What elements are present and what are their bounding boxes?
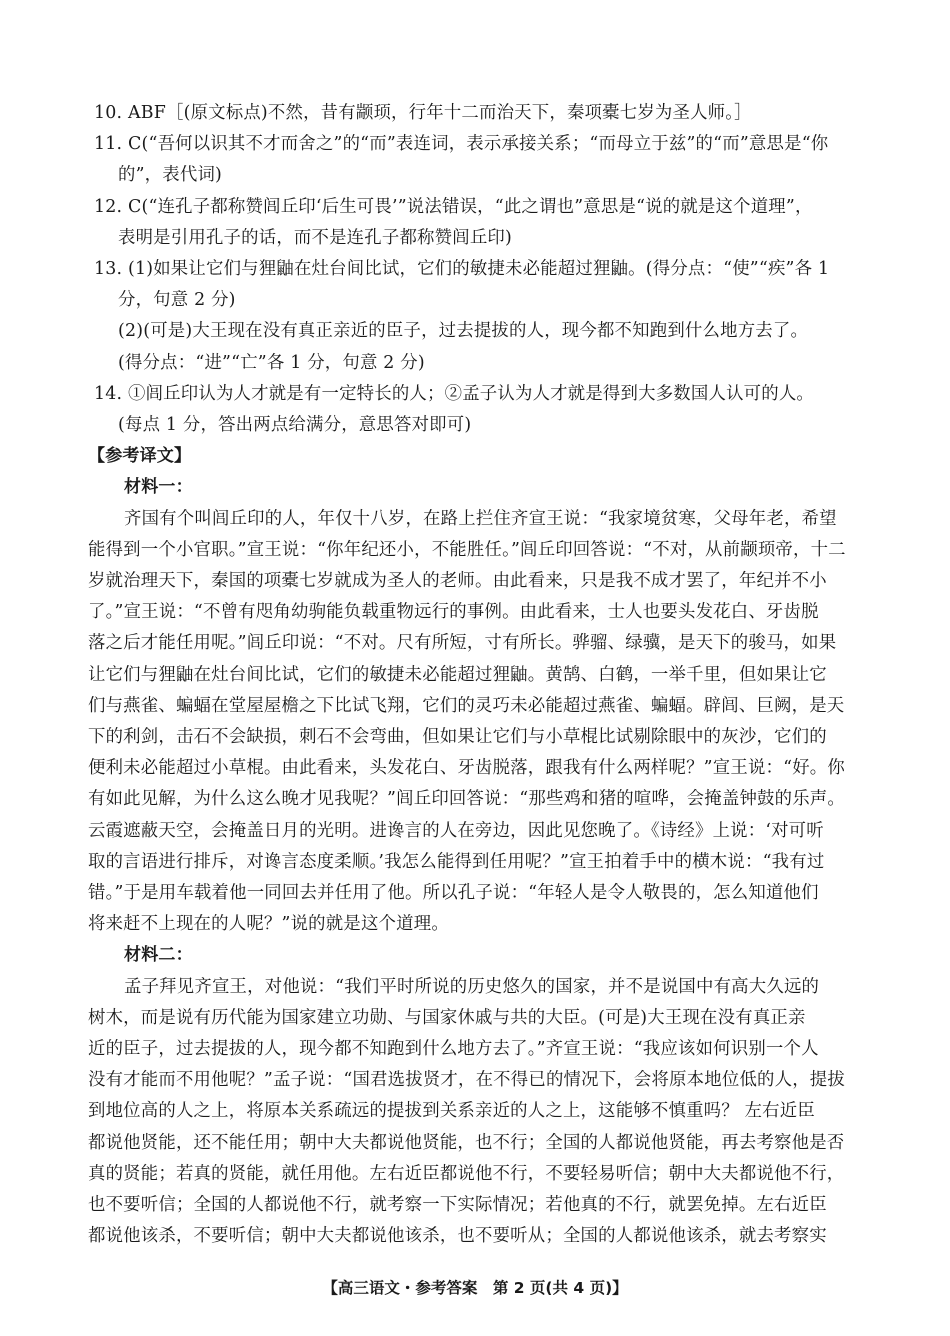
material2-line: 也不要听信；全国的人都说他不行，就考察一下实际情况；若他真的不行，就罢免掉。左右近臣 [88, 1195, 827, 1215]
material2-heading: 材料二： [124, 945, 193, 966]
page-footer: 【高三语文・参考答案 第 2 页(共 4 页)】 [322, 1279, 628, 1297]
answer-11-line: 的”，表代词) [118, 165, 223, 186]
answer-11-line: 11. C(“吾何以识其不才而舍之”的“而”表连词，表示承接关系；“而母立于兹”的“而”意思是“你 [94, 134, 829, 155]
material1-line: 云霞遮蔽天空，会掩盖日月的光明。进谗言的人在旁边，因此见您晚了。《诗经》上说：‘对可听 [88, 820, 824, 841]
material1-line: 能得到一个小官职。”宣王说：“你年纪还小，不能胜任。”闾丘印回答说：“不对，从前颛顼帝，十二 [88, 539, 846, 560]
translation-heading: 【参考译文】 [88, 446, 192, 467]
material2-line: 树木，而是说有历代能为国家建立功勋、与国家休戚与共的大臣。(可是)大王现在没有真正亲 [88, 1007, 806, 1028]
material1-line: 了。”宣王说：“不曾有咫角幼驹能负载重物远行的事例。由此看来，士人也要头发花白、牙齿脱 [88, 602, 819, 623]
material1-line: 便利未必能超过小草棍。由此看来，头发花白、牙齿脱落，跟我有什么两样呢？”宣王说：“好。你 [88, 758, 845, 779]
material2-line: 真的贤能；若真的贤能，就任用他。左右近臣都说他不行，不要轻易听信；朝中大夫都说他不行， [88, 1163, 845, 1184]
material1-heading: 材料一： [124, 477, 193, 498]
material1-line: 有如此见解，为什么这么晚才见我呢？”闾丘印回答说：“那些鸡和猪的喧哗，会掩盖钟鼓的乐声。 [88, 789, 845, 810]
material2-line: 孟子拜见齐宣王，对他说：“我们平时所说的历史悠久的国家，并不是说国中有高大久远的 [124, 976, 820, 997]
material1-line: 取的言语进行排斥，对谗言态度柔顺。’我怎么能得到任用呢？”宣王拍着手中的横木说：“我有过 [88, 851, 825, 872]
material2-line: 都说他贤能，还不能任用；朝中大夫都说他贤能，也不行；全国的人都说他贤能，再去考察他是否 [88, 1132, 845, 1153]
answer-12-line: 12. C(“连孔子都称赞闾丘印‘后生可畏’”说法错误，“此之谓也”意思是“说的就是这个道理”， [94, 196, 813, 217]
material2-line: 到地位高的人之上，将原本关系疏远的提拔到关系亲近的人之上，这能够不慎重吗？ 左右近臣 [88, 1101, 815, 1122]
material1-line: 将来赶不上现在的人呢？”说的就是这个道理。 [88, 914, 449, 935]
answer-14-line: 14. ①闾丘印认为人才就是有一定特长的人；②孟子认为人才就是得到大多数国人认可的人。 [94, 383, 815, 404]
answer-14-line: (每点 1 分，答出两点给满分，意思答对即可) [118, 415, 472, 435]
answer-12-line: 表明是引用孔子的话，而不是连孔子都称赞闾丘印) [118, 227, 512, 248]
answer-13-line: 分，句意 2 分) [118, 290, 236, 311]
material1-line: 齐国有个叫闾丘印的人，年仅十八岁，在路上拦住齐宣王说：“我家境贫寒，父母年老，希望 [124, 508, 837, 529]
answer-13-line: 13. (1)如果让它们与狸鼬在灶台间比试，它们的敏捷未必能超过狸鼬。(得分点：“使”“疾”各 1 [94, 259, 830, 279]
material2-line: 都说他该杀，不要听信；朝中大夫都说他该杀，也不要听从；全国的人都说他该杀，就去考察实 [88, 1226, 827, 1247]
material2-line: 近的臣子，过去提拔的人，现今都不知跑到什么地方去了。”齐宣王说：“我应该如何识别一个人 [88, 1039, 819, 1059]
answer-13-line: (得分点：“进”“亡”各 1 分，句意 2 分) [118, 352, 425, 373]
material1-line: 错。”于是用车载着他一同回去并任用了他。所以孔子说：“年轻人是令人敬畏的，怎么知道他们 [88, 883, 819, 903]
material1-line: 落之后才能任用呢。”闾丘印说：“不对。尺有所短，寸有所长。骅骝、绿骥，是天下的骏马，如果 [88, 633, 837, 654]
material1-line: 下的利剑，击石不会缺损，刺石不会弯曲，但如果让它们与小草棍比试剔除眼中的灰沙，它们的 [88, 727, 827, 747]
material2-line: 没有才能而不用他呢？”孟子说：“国君选拔贤才，在不得已的情况下，会将原本地位低的人，提拔 [88, 1070, 845, 1091]
material1-line: 让它们与狸鼬在灶台间比试，它们的敏捷未必能超过狸鼬。黄鹄、白鹤，一举千里，但如果让它 [88, 664, 827, 685]
answer-10-line: 10. ABF［(原文标点)不然，昔有颛顼，行年十二而治天下，秦项橐七岁为圣人师。］ [94, 103, 752, 123]
answer-13-line: (2)(可是)大王现在没有真正亲近的臣子，过去提拔的人，现今都不知跑到什么地方去了。 [118, 321, 809, 342]
material1-line: 们与燕雀、蝙蝠在堂屋屋檐之下比试飞翔，它们的灵巧未必能超过燕雀、蝙蝠。辟闾、巨阙，是天 [88, 695, 845, 716]
material1-line: 岁就治理天下，秦国的项橐七岁就成为圣人的老师。由此看来，只是我不成才罢了，年纪并不小 [88, 571, 827, 591]
